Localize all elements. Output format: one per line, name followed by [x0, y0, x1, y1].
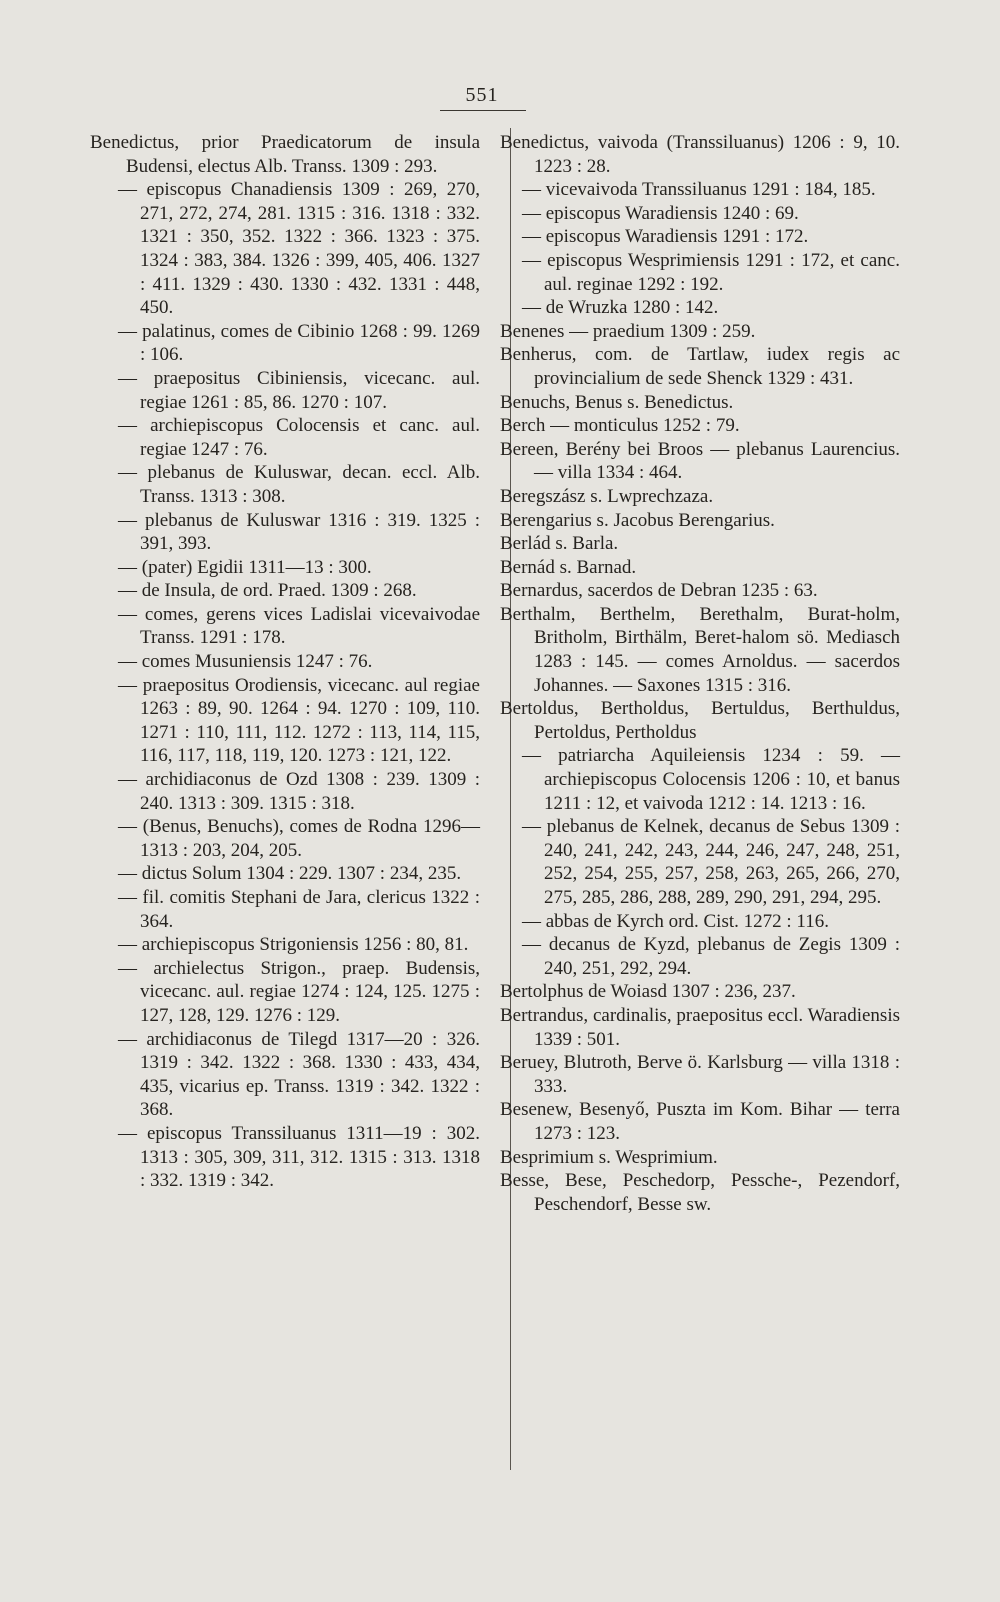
index-subentry: — episcopus Transsiluanus 1311—19 : 302. 1313 : 305, 309, 311, 312. 1315 : 313. 1318 : 332. 1319 : 342. [118, 1122, 480, 1192]
index-subentry: — praepositus Orodiensis, vicecanc. aul regiae 1263 : 89, 90. 1264 : 94. 1270 : 109, 110. 1271 : 110, 111, 112. 1272 : 113, 114, 115, 116, 117, 118, 119, 120. 1273 : 121, 122. [118, 674, 480, 767]
index-entry: Bernád s. Barnad. [500, 556, 637, 578]
index-subentry: — dictus Solum 1304 : 229. 1307 : 234, 235. [118, 863, 462, 885]
page-number: 551 [465, 84, 499, 106]
index-entry: Besse, Bese, Peschedorp, Pessche-, Pezendorf, Peschendorf, Besse sw. [500, 1170, 900, 1215]
index-entry: Benedictus, prior Praedicatorum de insula Budensi, electus Alb. Transs. 1309 : 293. [90, 132, 480, 177]
index-subentry: — palatinus, comes de Cibinio 1268 : 99. 1269 : 106. [118, 320, 480, 366]
right-column [498, 131, 900, 1216]
index-subentry: — abbas de Kyrch ord. Cist. 1272 : 116. [522, 910, 829, 932]
index-subentry: — episcopus Waradiensis 1240 : 69. [522, 202, 799, 224]
index-subentry: — archielectus Strigon., praep. Budensis, vicecanc. aul. regiae 1274 : 124, 125. 1275 : 127, 128, 129. 1276 : 129. [118, 957, 480, 1026]
index-entry: Berlád s. Barla. [500, 533, 619, 555]
index-entry: Berch — monticulus 1252 : 79. [500, 415, 740, 437]
index-entry: Benherus, com. de Tartlaw, iudex regis ac provincialium de sede Shenck 1329 : 431. [500, 344, 900, 389]
index-subentry: — decanus de Kyzd, plebanus de Zegis 1309 : 240, 251, 292, 294. [522, 934, 900, 979]
index-entry: Benedictus, vaivoda (Transsiluanus) 1206 : 9, 10. 1223 : 28. [500, 132, 900, 177]
index-subentry: — vicevaivoda Transsiluanus 1291 : 184, 185. [522, 179, 876, 201]
index-entry: Bernardus, sacerdos de Debran 1235 : 63. [500, 580, 818, 602]
index-subentry: — plebanus de Kelnek, decanus de Sebus 1309 : 240, 241, 242, 243, 244, 246, 247, 248, 251, 252, 254, 255, 257, 258, 263, 265, 266, 270, 275, 285, 286, 288, 289, 290, 291, 294, 295. [522, 816, 900, 908]
index-entry: Berengarius s. Jacobus Berengarius. [500, 509, 775, 531]
index-subentry: — plebanus de Kuluswar 1316 : 319. 1325 : 391, 393. [118, 509, 480, 555]
index-subentry: — archidiaconus de Tilegd 1317—20 : 326. 1319 : 342. 1322 : 368. 1330 : 433, 434, 435, vicarius ep. Transs. 1319 : 342. 1322 : 368. [118, 1028, 480, 1121]
index-subentry: — archiepiscopus Colocensis et canc. aul. regiae 1247 : 76. [118, 415, 480, 460]
index-subentry: — de Insula, de ord. Praed. 1309 : 268. [118, 580, 417, 602]
index-subentry: — patriarcha Aquileiensis 1234 : 59. — archiepiscopus Colocensis 1206 : 10, et banus 1211 : 12, et vaivoda 1212 : 14. 1213 : 16. [522, 745, 900, 814]
index-entry: Bertoldus, Bertholdus, Bertuldus, Berthuldus, Pertoldus, Pertholdus [500, 698, 900, 743]
index-entry: Bertrandus, cardinalis, praepositus eccl. Waradiensis 1339 : 501. [500, 1004, 900, 1050]
index-subentry: — (Benus, Benuchs), comes de Rodna 1296—1313 : 203, 204, 205. [118, 816, 480, 861]
index-entry: Benenes — praedium 1309 : 259. [500, 320, 756, 342]
index-subentry: — archidiaconus de Ozd 1308 : 239. 1309 : 240. 1313 : 309. 1315 : 318. [118, 769, 480, 814]
index-subentry: — praepositus Cibiniensis, vicecanc. aul. regiae 1261 : 85, 86. 1270 : 107. [118, 367, 480, 413]
index-entry: Beruey, Blutroth, Berve ö. Karlsburg — villa 1318 : 333. [500, 1052, 900, 1097]
index-subentry: — plebanus de Kuluswar, decan. eccl. Alb. Transs. 1313 : 308. [118, 462, 480, 507]
page-number-rule [440, 110, 526, 111]
index-subentry: — archiepiscopus Strigoniensis 1256 : 80, 81. [118, 934, 469, 956]
index-subentry: — episcopus Wesprimiensis 1291 : 172, et canc. aul. reginae 1292 : 192. [522, 249, 900, 295]
index-subentry: — comes, gerens vices Ladislai vicevaivodae Transs. 1291 : 178. [118, 603, 480, 649]
index-entry: Bereen, Berény bei Broos — plebanus Laurencius. — villa 1334 : 464. [500, 438, 900, 484]
left-column [90, 131, 480, 1193]
index-entry: Berthalm, Berthelm, Berethalm, Burat-holm, Britholm, Birthälm, Beret-halom sö. Mediasch 1283 : 145. — comes Arnoldus. — sacerdos Johannes. — Saxones 1315 : 316. [500, 603, 900, 696]
index-entry: Beregszász s. Lwprechzaza. [500, 485, 714, 507]
index-entry: Besenew, Besenyő, Puszta im Kom. Bihar — terra 1273 : 123. [500, 1099, 900, 1144]
index-subentry: — fil. comitis Stephani de Jara, clericus 1322 : 364. [118, 887, 480, 932]
index-subentry: — (pater) Egidii 1311—13 : 300. [118, 556, 372, 578]
index-subentry: — de Wruzka 1280 : 142. [522, 297, 719, 319]
index-entry: Besprimium s. Wesprimium. [500, 1146, 718, 1168]
index-subentry: — episcopus Waradiensis 1291 : 172. [522, 226, 809, 248]
index-entry: Benuchs, Benus s. Benedictus. [500, 391, 734, 413]
index-subentry: — episcopus Chanadiensis 1309 : 269, 270, 271, 272, 274, 281. 1315 : 316. 1318 : 332. 1321 : 350, 352. 1322 : 366. 1323 : 375. 1324 : 383, 384. 1326 : 399, 405, 406. 1327 : 411. 1329 : 430. 1330 : 432. 1331 : 448, 450. [118, 179, 480, 319]
index-subentry: — comes Musuniensis 1247 : 76. [118, 651, 373, 673]
index-entry: Bertolphus de Woiasd 1307 : 236, 237. [500, 981, 796, 1003]
